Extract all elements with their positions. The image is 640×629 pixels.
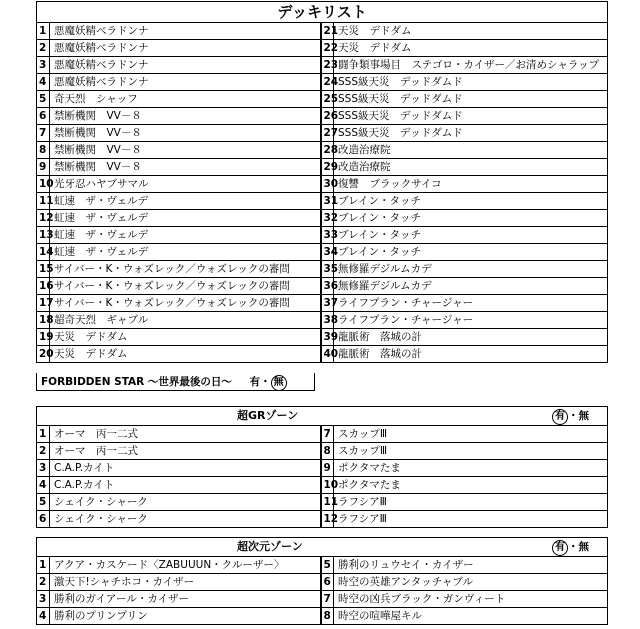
- card-number: 10: [37, 176, 50, 193]
- table-row: [37, 557, 608, 574]
- gr-choice-no[interactable]: 無: [578, 410, 590, 422]
- card-number: 18: [37, 312, 50, 329]
- ex-choice-no[interactable]: 無: [578, 541, 590, 553]
- card-name: ブレイン・タッチ: [334, 210, 608, 227]
- forbidden-star-row: [36, 373, 315, 391]
- table-row: [37, 608, 608, 625]
- card-number: 5: [37, 91, 50, 108]
- choice-sep: ・: [260, 376, 271, 388]
- card-number: 27: [321, 125, 334, 142]
- card-number: 9: [321, 460, 334, 477]
- card-number: 32: [321, 210, 334, 227]
- table-row: [37, 244, 608, 261]
- card-name: 虹速 ザ・ヴェルデ: [50, 193, 321, 210]
- table-row: [37, 329, 608, 346]
- card-name: C.A.P.カイト: [50, 460, 321, 477]
- ex-zone-choice[interactable]: [334, 538, 608, 557]
- card-name: ブレイン・タッチ: [334, 193, 608, 210]
- table-row: [37, 312, 608, 329]
- choice-yes[interactable]: 有: [249, 376, 261, 388]
- table-row: [37, 74, 608, 91]
- card-name: スカップⅢ: [334, 426, 608, 443]
- table-row: [37, 210, 608, 227]
- card-name: ポクタマたま: [334, 460, 608, 477]
- card-number: 35: [321, 261, 334, 278]
- card-number: 11: [37, 193, 50, 210]
- card-number: 1: [37, 557, 50, 574]
- card-number: 30: [321, 176, 334, 193]
- card-number: 5: [321, 557, 334, 574]
- ex-choice-sep: ・: [568, 541, 579, 553]
- card-number: 25: [321, 91, 334, 108]
- table-row: [37, 426, 608, 443]
- deck-title-row: [37, 2, 608, 23]
- card-number: 6: [321, 574, 334, 591]
- card-name: スカップⅢ: [334, 443, 608, 460]
- card-name: ラフシアⅢ: [334, 511, 608, 528]
- card-number: 23: [321, 57, 334, 74]
- gr-zone-header: [37, 407, 608, 426]
- card-number: 10: [321, 477, 334, 494]
- card-number: 36: [321, 278, 334, 295]
- card-number: 7: [321, 591, 334, 608]
- gr-zone-table: [36, 406, 608, 528]
- card-name: 天災 デドダム: [50, 346, 321, 363]
- table-row: [37, 108, 608, 125]
- card-number: 31: [321, 193, 334, 210]
- card-name: 悪魔妖精ベラドンナ: [50, 74, 321, 91]
- table-row: [37, 159, 608, 176]
- card-name: シェイク・シャーク: [50, 511, 321, 528]
- card-number: 3: [37, 57, 50, 74]
- card-number: 2: [37, 40, 50, 57]
- card-name: 悪魔妖精ベラドンナ: [50, 57, 321, 74]
- table-row: [37, 125, 608, 142]
- table-row: [37, 278, 608, 295]
- deck-title: デッキリスト: [37, 2, 608, 23]
- card-name: サイバー・K・ウォズレック／ウォズレックの審問: [50, 278, 321, 295]
- card-name: C.A.P.カイト: [50, 477, 321, 494]
- card-number: 20: [37, 346, 50, 363]
- card-number: 38: [321, 312, 334, 329]
- card-name: 禁断機関 VV－８: [50, 108, 321, 125]
- card-number: 24: [321, 74, 334, 91]
- card-name: 時空の英雄アンタッチャブル: [334, 574, 608, 591]
- card-name: 時空の喧嘩屋キル: [334, 608, 608, 625]
- card-name: 虹速 ザ・ヴェルデ: [50, 210, 321, 227]
- card-name: サイバー・K・ウォズレック／ウォズレックの審問: [50, 295, 321, 312]
- card-name: 悪魔妖精ベラドンナ: [50, 40, 321, 57]
- table-row: [37, 176, 608, 193]
- table-row: [37, 40, 608, 57]
- table-row: [37, 261, 608, 278]
- card-number: 14: [37, 244, 50, 261]
- card-name: 禁断機関 VV－８: [50, 159, 321, 176]
- table-row: [37, 591, 608, 608]
- card-name: ラフシアⅢ: [334, 494, 608, 511]
- card-number: 28: [321, 142, 334, 159]
- forbidden-star-label: FORBIDDEN STAR ～世界最後の日～: [41, 376, 232, 388]
- card-number: 34: [321, 244, 334, 261]
- table-row: [37, 574, 608, 591]
- card-name: 天災 デドダム: [334, 23, 608, 40]
- card-number: 2: [37, 574, 50, 591]
- card-number: 1: [37, 23, 50, 40]
- card-name: オーマ 丙一二式: [50, 443, 321, 460]
- card-name: ポクタマたま: [334, 477, 608, 494]
- table-row: [37, 57, 608, 74]
- card-name: SSS級天災 デッドダムド: [334, 74, 608, 91]
- card-number: 4: [37, 477, 50, 494]
- card-name: 復讐 ブラックサイコ: [334, 176, 608, 193]
- card-number: 22: [321, 40, 334, 57]
- hyperspatial-zone-table: [36, 537, 608, 625]
- card-number: 11: [321, 494, 334, 511]
- card-name: 奇天烈 シャッフ: [50, 91, 321, 108]
- card-name: 改造治療院: [334, 159, 608, 176]
- card-number: 6: [37, 511, 50, 528]
- gr-choice-sep: ・: [568, 410, 579, 422]
- card-number: 7: [321, 426, 334, 443]
- card-number: 7: [37, 125, 50, 142]
- card-name: 禁断機関 VV－８: [50, 142, 321, 159]
- card-number: 1: [37, 426, 50, 443]
- table-row: [37, 494, 608, 511]
- card-number: 12: [37, 210, 50, 227]
- card-name: 虹速 ザ・ヴェルデ: [50, 227, 321, 244]
- ex-zone-title: 超次元ゾーン: [37, 538, 334, 557]
- card-number: 4: [37, 74, 50, 91]
- card-number: 12: [321, 511, 334, 528]
- card-name: SSS級天災 デッドダムド: [334, 125, 608, 142]
- card-number: 8: [321, 608, 334, 625]
- table-row: [37, 23, 608, 40]
- card-name: 超奇天烈 ギャブル: [50, 312, 321, 329]
- card-name: ブレイン・タッチ: [334, 227, 608, 244]
- table-row: [37, 227, 608, 244]
- card-number: 9: [37, 159, 50, 176]
- card-number: 15: [37, 261, 50, 278]
- card-number: 39: [321, 329, 334, 346]
- card-name: 闘争類事場目 ステゴロ・カイザー／お清めシャラップ: [334, 57, 608, 74]
- card-number: 40: [321, 346, 334, 363]
- card-name: 龍脈術 落城の計: [334, 329, 608, 346]
- card-name: 虹速 ザ・ヴェルデ: [50, 244, 321, 261]
- choice-no-circled[interactable]: 無: [271, 375, 287, 391]
- card-name: オーマ 丙一二式: [50, 426, 321, 443]
- gr-zone-choice[interactable]: [334, 407, 608, 426]
- table-row: [37, 477, 608, 494]
- table-row: [37, 193, 608, 210]
- card-name: SSS級天災 デッドダムド: [334, 108, 608, 125]
- card-name: 悪魔妖精ベラドンナ: [50, 23, 321, 40]
- card-name: ブレイン・タッチ: [334, 244, 608, 261]
- card-name: 龍脈術 落城の計: [334, 346, 608, 363]
- card-number: 5: [37, 494, 50, 511]
- gr-zone-title: 超GRゾーン: [37, 407, 334, 426]
- card-name: 勝利のリュウセイ・カイザー: [334, 557, 608, 574]
- card-name: サイバー・K・ウォズレック／ウォズレックの審問: [50, 261, 321, 278]
- ex-choice-yes-circled[interactable]: 有: [552, 540, 568, 556]
- card-name: 無修羅デジルムカデ: [334, 278, 608, 295]
- card-name: 天災 デドダム: [50, 329, 321, 346]
- card-name: 禁断機関 VV－８: [50, 125, 321, 142]
- card-name: アクア・カスケード〈ZABUUUN・クルーザー〉: [50, 557, 321, 574]
- card-name: SSS級天災 デッドダムド: [334, 91, 608, 108]
- card-number: 16: [37, 278, 50, 295]
- ex-zone-header: [37, 538, 608, 557]
- card-name: ライフプラン・チャージャー: [334, 312, 608, 329]
- card-number: 6: [37, 108, 50, 125]
- table-row: [37, 91, 608, 108]
- table-row: [37, 142, 608, 159]
- gr-choice-yes-circled[interactable]: 有: [552, 409, 568, 425]
- card-name: 無修羅デジルムカデ: [334, 261, 608, 278]
- card-number: 26: [321, 108, 334, 125]
- card-name: 勝利のプリンプリン: [50, 608, 321, 625]
- card-name: 光牙忍ハヤブサマル: [50, 176, 321, 193]
- card-number: 2: [37, 443, 50, 460]
- card-name: 改造治療院: [334, 142, 608, 159]
- card-number: 37: [321, 295, 334, 312]
- table-row: [37, 460, 608, 477]
- card-number: 4: [37, 608, 50, 625]
- table-row: [37, 511, 608, 528]
- card-number: 3: [37, 460, 50, 477]
- card-number: 29: [321, 159, 334, 176]
- card-number: 21: [321, 23, 334, 40]
- table-row: [37, 443, 608, 460]
- card-number: 13: [37, 227, 50, 244]
- card-name: シェイク・シャーク: [50, 494, 321, 511]
- card-number: 33: [321, 227, 334, 244]
- card-number: 19: [37, 329, 50, 346]
- card-number: 8: [321, 443, 334, 460]
- card-name: 時空の凶兵ブラック・ガンヴィート: [334, 591, 608, 608]
- card-name: 天災 デドダム: [334, 40, 608, 57]
- card-number: 3: [37, 591, 50, 608]
- card-name: 激天下!シャチホコ・カイザー: [50, 574, 321, 591]
- card-number: 17: [37, 295, 50, 312]
- card-name: ライフプラン・チャージャー: [334, 295, 608, 312]
- card-name: 勝利のガイアール・カイザー: [50, 591, 321, 608]
- table-row: [37, 346, 608, 363]
- deck-list-table: [36, 1, 608, 363]
- card-number: 8: [37, 142, 50, 159]
- forbidden-star-choice[interactable]: [250, 376, 287, 388]
- table-row: [37, 295, 608, 312]
